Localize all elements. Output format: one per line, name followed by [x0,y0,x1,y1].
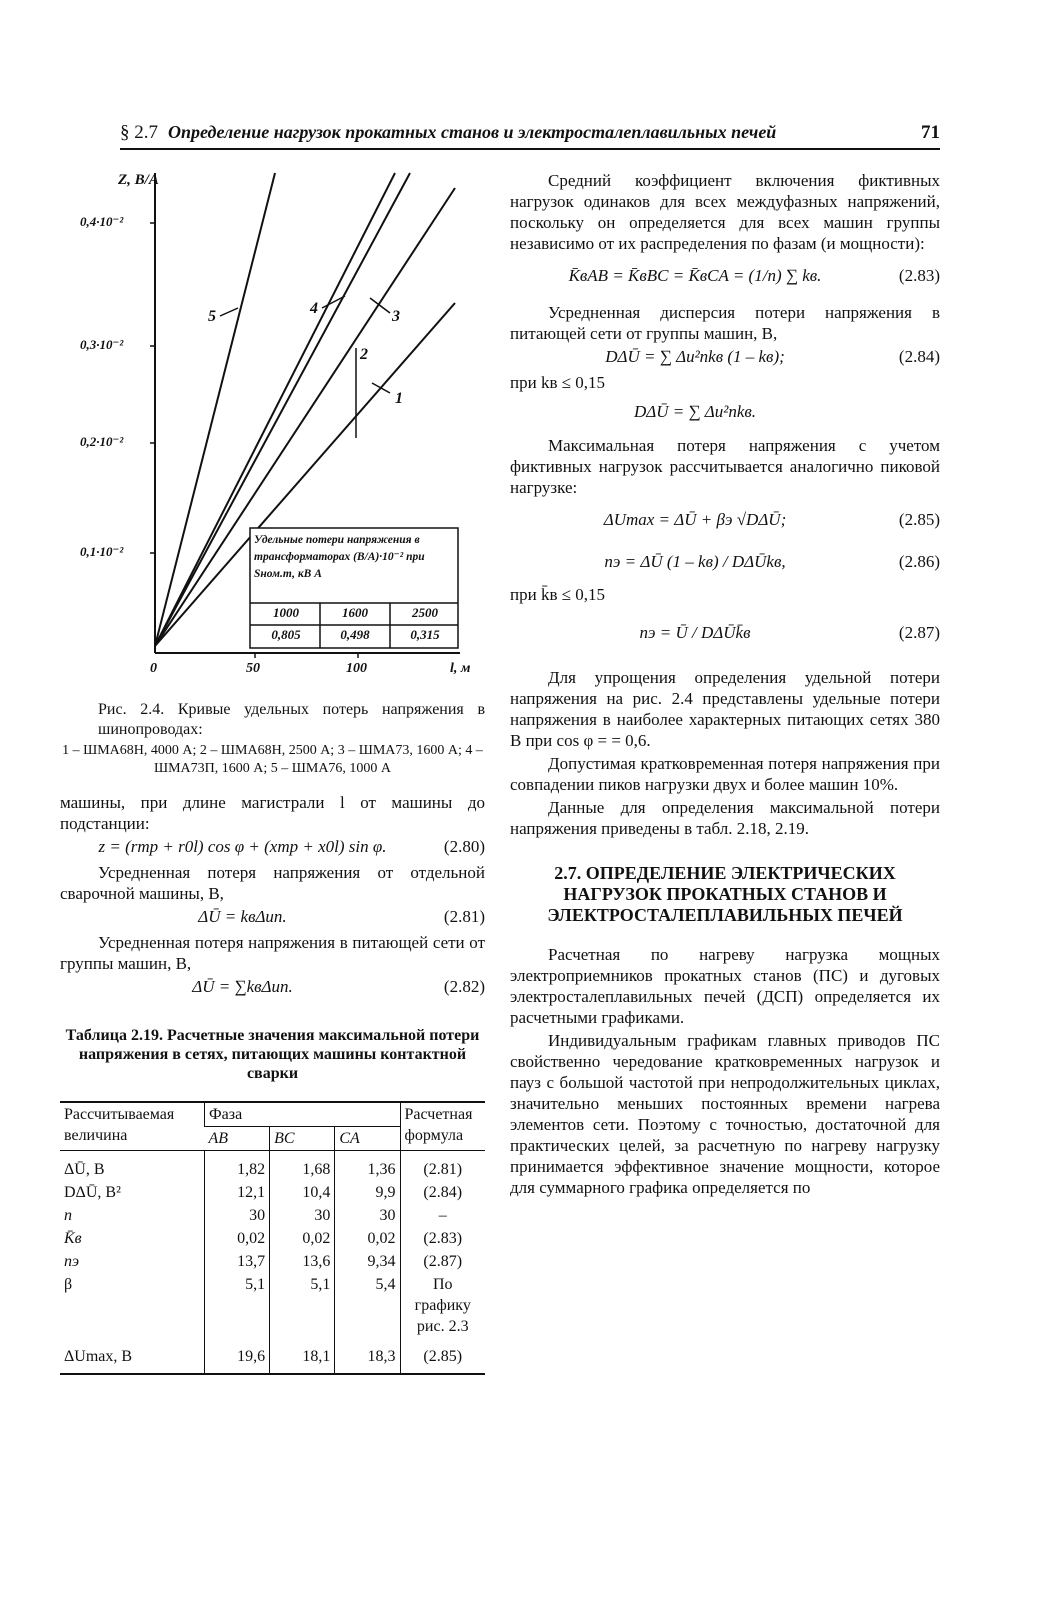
equation-2-85: ΔUmax = ΔŪ + βэ √DΔŪ; (2.85) [603,510,940,529]
equation-2-82: ΔŪ = ∑kвΔuп. (2.82) [192,977,485,996]
table-row: DΔŪ, В² 12,1 10,4 9,9 (2.84) [60,1181,485,1204]
paragraph: Для упрощения определения удельной потери напряжения на рис. 2.4 представлены удельные потери напряжения в наиболее характерных питающих сетях 380 В при cos φ = = 0,6. [510,668,940,750]
curve-label-4: 4 [310,300,318,317]
table-row: nэ 13,7 13,6 9,34 (2.87) [60,1250,485,1273]
table-header-ab: AB [205,1127,270,1151]
running-title: Определение нагрузок прокатных станов и электросталеплавильных печей [168,122,777,142]
table-row: β 5,1 5,1 5,4 По графику рис. 2.3 [60,1273,485,1345]
table-header-quantity: Рассчитываемая величина [60,1102,205,1151]
table-2-19 [60,1101,485,1375]
table-header-bc: BC [270,1127,335,1151]
paragraph: Усредненная потеря напряжения в питающей сети от группы машин, В, [60,933,485,973]
paragraph: Допустимая кратковременная потеря напряжения при совпадении пиков нагрузки двух и более машин 10%. [510,754,940,794]
table-header-phase: Фаза [205,1102,401,1127]
inset-header-cell: 2500 [412,605,438,620]
figure-caption [60,700,485,778]
table-header-formula: Расчетная формула [400,1102,485,1151]
condition-text: при k̄в ≤ 0,15 [510,585,606,604]
paragraph: Максимальная потеря напряжения с учетом фиктивных нагрузок рассчитывается аналогично пиковой нагрузке: [510,436,940,497]
x-tick-label: 100 [346,661,367,676]
table-row: ΔŪ, В 1,82 1,68 1,36 (2.81) [60,1151,485,1182]
y-tick-label: 0,4·10⁻² [80,214,124,229]
condition-text: при kв ≤ 0,15 [510,373,606,392]
inset-value-cell: 0,805 [271,627,301,642]
paragraph: Индивидуальным графикам главных приводов ПС свойственно чередование кратковременных нагрузок и пауз с большой частотой при непродолжительных циклах, значительно меньших постоянных времени нагрева элементов сети. Поэтому с точностью, достаточной для практических целей, за расчетную по нагреву нагрузку принимается эффективное значение мощности, которое для суммарного графика определяется по [510,1031,940,1197]
y-tick-label: 0,1·10⁻² [80,544,124,559]
paragraph: Средний коэффициент включения фиктивных нагрузок одинаков для всех междуфазных напряжений, поскольку он определяется для всех машин группы независимо от их распределения по фазам (и мощности): [510,171,940,253]
x-tick-label: 50 [246,661,260,676]
paragraph: машины, при длине магистрали l от машины до подстанции: [60,793,485,833]
x-tick-label: 0 [150,661,157,676]
y-tick-label: 0,3·10⁻² [80,337,124,352]
running-header [120,120,940,150]
equation-2-87: nэ = Ū / DΔŪk̄в (2.87) [639,623,940,642]
equation-2-84: DΔŪ = ∑ Δu²пkв (1 – kв); (2.84) [605,347,940,366]
paragraph: Усредненная дисперсия потери напряжения в питающей сети от группы машин, В, [510,303,940,343]
table-row: K̄в 0,02 0,02 0,02 (2.83) [60,1227,485,1250]
page-number: 71 [921,122,940,143]
paragraph: Данные для определения максимальной потери напряжения приведены в табл. 2.18, 2.19. [510,798,940,838]
equation-2-84b: DΔŪ = ∑ Δu²пkв. [633,402,757,421]
table-row: n 30 30 30 – [60,1204,485,1227]
curve-label-1: 1 [395,390,403,407]
inset-title: Удельные потери напряжения в трансформаторах (В/А)·10⁻² при Sном.т, кВ А [254,534,425,580]
paragraph: Усредненная потеря напряжения от отдельной сварочной машины, В, [60,863,485,903]
caption-legend: 1 – ШМА68Н, 4000 А; 2 – ШМА68Н, 2500 А; 3 – ШМА73, 1600 А; 4 – ШМА73П, 1600 А; 5 – ШМА76, 1000 А [62,743,483,776]
table-caption: Таблица 2.19. Расчетные значения максимальной потери напряжения в сетях, питающих машины контактной сварки [65,1027,480,1082]
caption-title: Рис. 2.4. Кривые удельных потерь напряжения в шинопроводах: [98,701,485,738]
y-tick-label: 0,2·10⁻² [80,434,124,449]
inset-value-cell: 0,498 [340,627,370,642]
equation-2-86: nэ = ΔŪ (1 – kв) / DΔŪkв, (2.86) [604,552,940,571]
inset-header-cell: 1000 [273,605,299,620]
x-axis-label: l, м [450,661,471,676]
table-header-ca: CA [335,1127,400,1151]
section-number: § 2.7 [120,122,158,143]
equation-2-83: K̄вAB = K̄вBC = K̄вCA = (1/n) ∑ kв. (2.83) [568,266,940,285]
equation-2-80: z = (rтр + r0l) cos φ + (xтр + x0l) sin φ. (2.80) [98,837,485,856]
curve-label-3: 3 [392,308,400,325]
inset-value-cell: 0,315 [410,627,440,642]
inset-header-cell: 1600 [342,605,368,620]
table-row: ΔUmax, В 19,6 18,1 18,3 (2.85) [60,1345,485,1374]
curve-label-5: 5 [208,308,216,325]
curve-label-2: 2 [360,346,368,363]
y-axis-label: Z, В/А [118,172,159,188]
paragraph: Расчетная по нагреву нагрузка мощных электроприемников прокатных станов (ПС) и дуговых электросталеплавильных печей (ДСП) определяется их расчетными графиками. [510,945,940,1027]
section-heading: 2.7. ОПРЕДЕЛЕНИЕ ЭЛЕКТРИЧЕСКИХ НАГРУЗОК ПРОКАТНЫХ СТАНОВ И ЭЛЕКТРОСТАЛЕПЛАВИЛЬНЫХ ПЕЧЕЙ [547,863,903,925]
equation-2-81: ΔŪ = kвΔuп. (2.81) [198,907,485,926]
